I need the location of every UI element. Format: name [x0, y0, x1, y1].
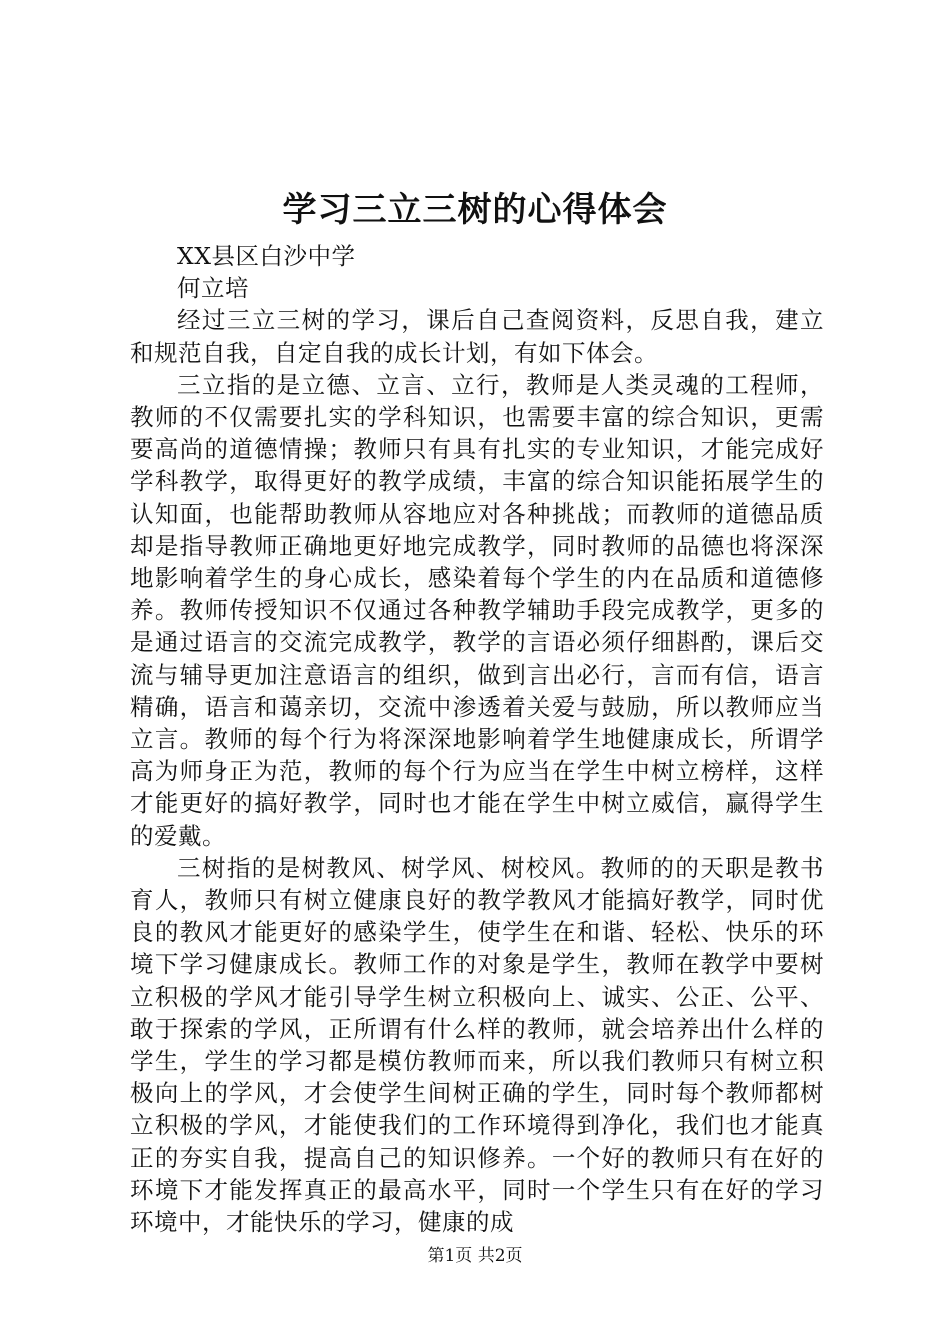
body-paragraph: 三树指的是树教风、树学风、树校风。教师的的天职是教书育人，教师只有树立健康良好的教学教风才能搞好教学，同时优良的教风才能更好的感染学生，使学生在和谐、轻松、快乐的环境下学习健康成长。教师工作的对象是学生，教师在教学中要树立积极的学风才能引导学生树立积极向上、诚实、公正、公平、敢于探索的学风，正所谓有什么样的教师，就会培养出什么样的学生，学生的学习都是模仿教师而来，所以我们教师只有树立积极向上的学风，才会使学生间树正确的学生，同时每个教师都树立积极的学风，才能使我们的工作环境得到净化，我们也才能真正的夯实自我，提高自己的知识修养。一个好的教师只有在好的环境下才能发挥真正的最高水平，同时一个学生只有在好的学习环境中，才能快乐的学习，健康的成	[130, 853, 824, 1237]
school-line: XX县区白沙中学	[177, 242, 356, 270]
document-title: 学习三立三树的心得体会	[282, 190, 668, 230]
body-paragraph: 经过三立三树的学习，课后自己查阅资料，反思自我，建立和规范自我，自定自我的成长计划，有如下体会。	[130, 306, 824, 367]
document-body	[130, 240, 824, 1238]
body-paragraph: 三立指的是立德、立言、立行，教师是人类灵魂的工程师，教师的不仅需要扎实的学科知识，也需要丰富的综合知识，更需要高尚的道德情操；教师只有具有扎实的专业知识，才能完成好学科教学，取得更好的教学成绩，丰富的综合知识能拓展学生的认知面，也能帮助教师从容地应对各种挑战；而教师的道德品质却是指导教师正确地更好地完成教学，同时教师的品德也将深深地影响着学生的身心成长，感染着每个学生的内在品质和道德修养。教师传授知识不仅通过各种教学辅助手段完成教学，更多的是通过语言的交流完成教学，教学的言语必须仔细斟酌，课后交流与辅导更加注意语言的组织，做到言出必行，言而有信，语言精确，语言和蔼亲切，交流中渗透着关爱与鼓励，所以教师应当立言。教师的每个行为将深深地影响着学生地健康成长，所谓学高为师身正为范，教师的每个行为应当在学生中树立榜样，这样才能更好的搞好教学，同时也才能在学生中树立威信，赢得学生的爱戴。	[130, 370, 824, 850]
page-number: 第1页 共2页	[427, 1246, 523, 1266]
author-line: 何立培	[177, 274, 249, 303]
